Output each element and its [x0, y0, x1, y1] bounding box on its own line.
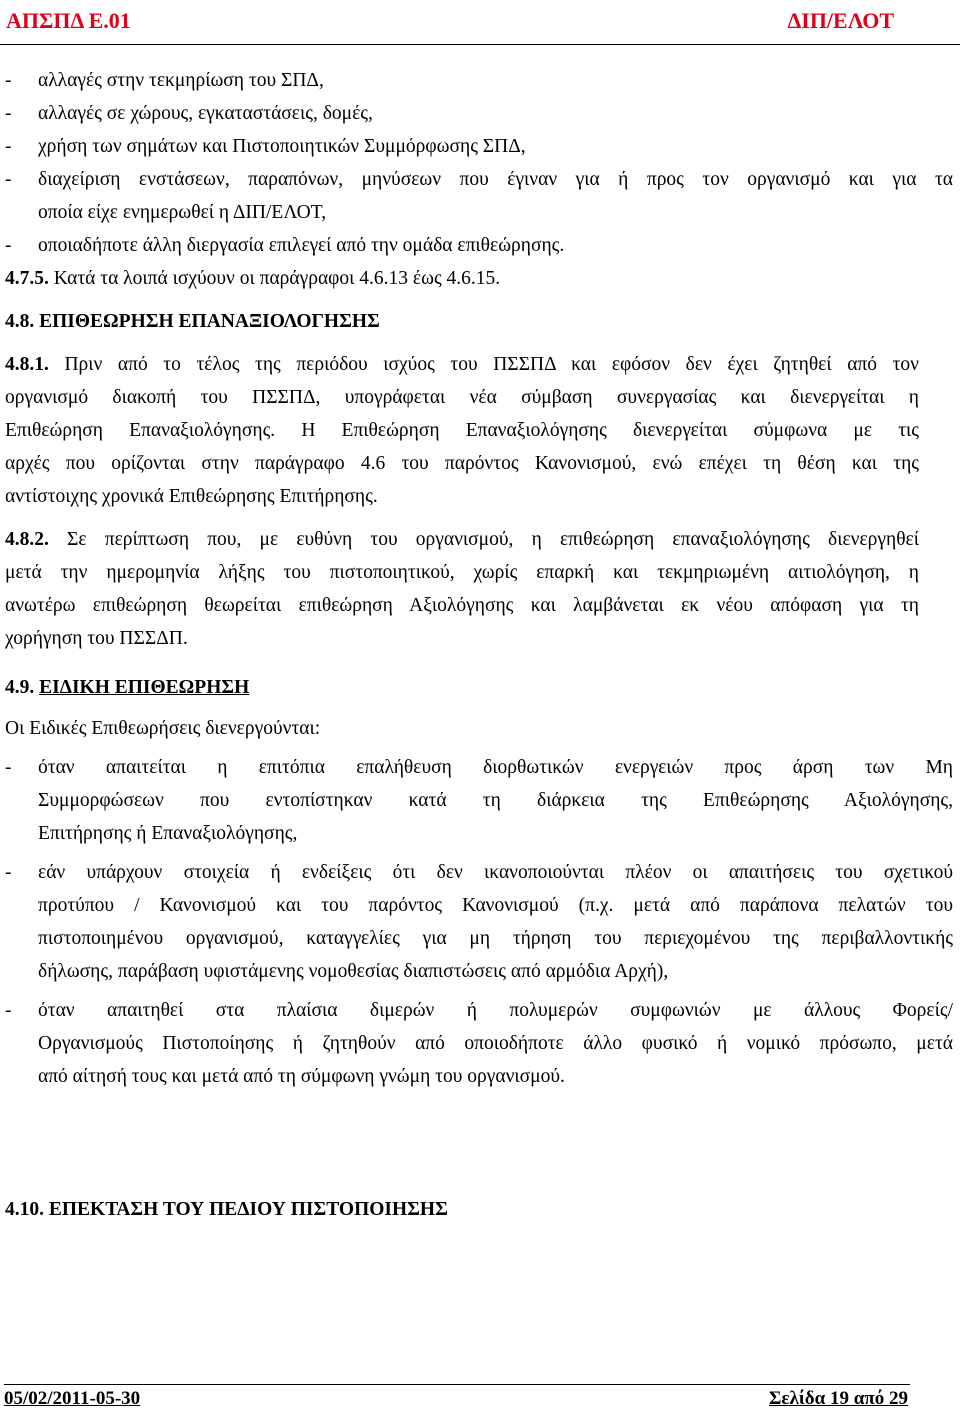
page-header — [0, 0, 960, 46]
document-body — [5, 64, 953, 1226]
list-item-text: αλλαγές στην τεκμηρίωση του ΣΠΔ, — [38, 70, 324, 91]
paragraph-number: 4.8.2. — [5, 529, 49, 550]
paragraph-text: οργανισμό διακοπή του ΠΣΣΠΔ, υπογράφεται νέα σύμβαση συνεργασίας και διενεργείται η — [5, 387, 919, 408]
paragraph-text: ανωτέρω επιθεώρηση θεωρείται επιθεώρηση Αξιολόγησης και λαμβάνεται εκ νέου απόφαση για τη — [5, 595, 919, 616]
paragraph-4-8-1 — [5, 348, 919, 513]
list-item: - αλλαγές στην τεκμηρίωση του ΣΠΔ, — [5, 70, 324, 91]
paragraph-text: Πριν από το τέλος της περιόδου ισχύος του ΠΣΣΠΔ και εφόσον δεν έχει ζητηθεί από τον — [48, 354, 919, 375]
paragraph-text: αντίστοιχης χρονικά Επιθεώρησης Επιτήρησης. — [5, 486, 378, 507]
list-item-text: Συμμορφώσεων που εντοπίστηκαν κατά τη διάρκεια της Επιθεώρησης Αξιολόγησης, — [38, 790, 953, 811]
footer-divider — [4, 1384, 910, 1385]
paragraph-text: Σε περίπτωση που, με ευθύνη του οργανισμού, η επιθεώρηση επαναξιολόγησης διενεργηθεί — [48, 529, 919, 550]
header-divider — [0, 44, 960, 45]
list-item-text: δήλωσης, παράβαση υφιστάμενης νομοθεσίας διαπιστώσεις από αρμόδια Αρχή), — [38, 961, 669, 982]
list-item: - όταν απαιτηθεί στα πλαίσια διμερών ή πολυμερών συμφωνιών με άλλους Φορείς/ Οργανισμούς Πιστοποίησης ή ζητηθούν από οποιοδήποτε άλλο φυσικό ή νομικό πρόσωπο, μετά από αίτησή τους και μετά από τη σύμφωνη γνώμη του οργανισμού. — [38, 994, 953, 1093]
paragraph-number: 4.8.1. — [5, 354, 49, 375]
paragraph-number: 4.7.5. — [5, 268, 49, 289]
list-item-text: από αίτησή τους και μετά από τη σύμφωνη γνώμη του οργανισμού. — [38, 1066, 565, 1087]
list-item-text: εάν υπάρχουν στοιχεία ή ενδείξεις ότι δεν ικανοποιούνται πλέον οι απαιτήσεις του σχετικού — [38, 862, 953, 883]
footer-page-number: Σελίδα 19 από 29 — [769, 1388, 908, 1409]
paragraph-text: χορήγηση του ΠΣΣΔΠ. — [5, 628, 188, 649]
list-item-text: οποιαδήποτε άλλη διεργασία επιλεγεί από την ομάδα επιθεώρησης. — [38, 235, 565, 256]
list-item: - αλλαγές σε χώρους, εγκαταστάσεις, δομές, — [5, 103, 373, 124]
paragraph-text: μετά την ημερομηνία λήξης του πιστοποιητικού, χωρίς επαρκή και τεκμηριωμένη αιτιολόγηση, η — [5, 562, 919, 583]
list-item: - οποιαδήποτε άλλη διεργασία επιλεγεί από την ομάδα επιθεώρησης. — [5, 235, 565, 256]
section-intro: Οι Ειδικές Επιθεωρήσεις διενεργούνται: — [5, 718, 321, 739]
header-doc-code: ΑΠΣΠΔ Ε.01 — [6, 8, 131, 33]
header-organization: ΔΙΠ/ΕΛΟΤ — [787, 8, 894, 33]
list-item: - διαχείριση ενστάσεων, παραπόνων, μηνύσεων που έγιναν για ή προς τον οργανισμό και για τα οποία είχε ενημερωθεί η ΔΙΠ/ΕΛΟΤ, — [38, 163, 953, 229]
paragraph-text: αρχές που ορίζονται στην παράγραφο 4.6 του παρόντος Κανονισμού, ενώ επέχει τη θέση και της — [5, 453, 919, 474]
list-item-text: οποία είχε ενημερωθεί η ΔΙΠ/ΕΛΟΤ, — [38, 202, 327, 223]
section-heading-4-10: 4.10. ΕΠΕΚΤΑΣΗ ΤΟΥ ΠΕΔΙΟΥ ΠΙΣΤΟΠΟΙΗΣΗΣ — [5, 1199, 448, 1220]
list-item-text: Επιτήρησης ή Επαναξιολόγησης, — [38, 823, 298, 844]
list-item: - εάν υπάρχουν στοιχεία ή ενδείξεις ότι δεν ικανοποιούνται πλέον οι απαιτήσεις του σχετικού προτύπου / Κανονισμού και του παρόντος Κανονισμού (π.χ. μετά από παράπονα πελατών του πιστοποιημένου οργανισμού, καταγγελίες για μη τήρηση του περιεχομένου της περιβαλλοντικής δήλωσης, παράβαση υφιστάμενης νομοθεσίας διαπιστώσεις από αρμόδια Αρχή), — [38, 856, 953, 988]
list-item-text: αλλαγές σε χώρους, εγκαταστάσεις, δομές, — [38, 103, 373, 124]
list-item-text: πιστοποιημένου οργανισμού, καταγγελίες για μη τήρηση του περιεχομένου της περιβαλλοντικής — [38, 928, 953, 949]
list-item-text: όταν απαιτηθεί στα πλαίσια διμερών ή πολυμερών συμφωνιών με άλλους Φορείς/ — [38, 1000, 953, 1021]
section-title: ΕΙΔΙΚΗ ΕΠΙΘΕΩΡΗΣΗ — [39, 677, 250, 698]
list-item-text: διαχείριση ενστάσεων, παραπόνων, μηνύσεων που έγιναν για ή προς τον οργανισμό και για τα — [38, 169, 953, 190]
section-heading-4-8: 4.8. ΕΠΙΘΕΩΡΗΣΗ ΕΠΑΝΑΞΙΟΛΟΓΗΣΗΣ — [5, 311, 380, 332]
paragraph-text: Κατά τα λοιπά ισχύουν οι παράγραφοι 4.6.13 έως 4.6.15. — [48, 268, 501, 289]
list-item-text: προτύπου / Κανονισμού και του παρόντος Κανονισμού (π.χ. μετά από παράπονα πελατών του — [38, 895, 953, 916]
list-item-text: χρήση των σημάτων και Πιστοποιητικών Συμμόρφωσης ΣΠΔ, — [38, 136, 526, 157]
section-number: 4.9. — [5, 677, 40, 698]
list-item: - όταν απαιτείται η επιτόπια επαλήθευση διορθωτικών ενεργειών προς άρση των Μη Συμμορφώσεων που εντοπίστηκαν κατά τη διάρκεια της Επιθεώρησης Αξιολόγησης, Επιτήρησης ή Επαναξιολόγησης, — [38, 751, 953, 850]
list-item: - χρήση των σημάτων και Πιστοποιητικών Συμμόρφωσης ΣΠΔ, — [5, 136, 526, 157]
list-item-text: Οργανισμούς Πιστοποίησης ή ζητηθούν από οποιοδήποτε άλλο φυσικό ή νομικό πρόσωπο, μετά — [38, 1033, 953, 1054]
section-heading-4-9 — [5, 671, 953, 704]
footer-date: 05/02/2011-05-30 — [4, 1388, 141, 1409]
paragraph-4-8-2 — [5, 523, 919, 655]
paragraph-text: Επιθεώρηση Επαναξιολόγησης. Η Επιθεώρηση Επαναξιολόγησης διενεργείται σύμφωνα με τις — [5, 420, 919, 441]
paragraph-4-7-5 — [5, 262, 919, 295]
list-item-text: όταν απαιτείται η επιτόπια επαλήθευση διορθωτικών ενεργειών προς άρση των Μη — [38, 757, 953, 778]
